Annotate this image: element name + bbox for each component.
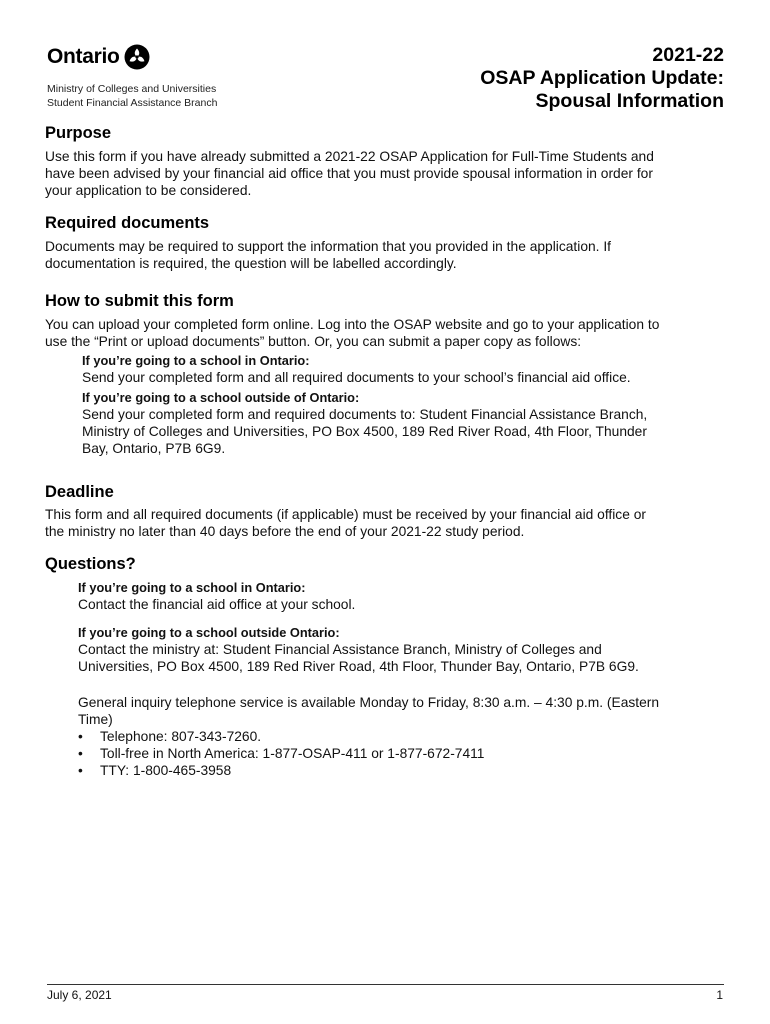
purpose-text-line: your application to be considered. <box>45 183 252 198</box>
contact-list <box>78 728 735 779</box>
purpose-text-line: have been advised by your financial aid office that you must provide spousal information in order for <box>45 166 653 181</box>
how-to-submit-section <box>45 291 735 457</box>
contact-tty: • TTY: 1-800-465-3958 <box>78 762 735 779</box>
outside-school-label: If you’re going to a school outside of Ontario: <box>82 390 360 405</box>
deadline-heading: Deadline <box>45 483 114 501</box>
outside-school-text-line: Ministry of Colleges and Universities, PO Box 4500, 189 Red River Road, 4th Floor, Thunder <box>82 424 647 439</box>
ministry-branch <box>47 82 217 110</box>
required-documents-text-line: Documents may be required to support the information that you provided in the application. If <box>45 239 611 254</box>
page-number: 1 <box>716 988 723 1002</box>
questions-ontario-text: Contact the financial aid office at your school. <box>78 597 356 612</box>
ontario-logo <box>47 44 150 70</box>
general-inquiry-text-line: Time) <box>78 712 113 727</box>
required-documents-heading: Required documents <box>45 214 210 232</box>
purpose-section <box>45 123 735 199</box>
ministry-name: Ministry of Colleges and Universities <box>47 83 217 95</box>
purpose-heading: Purpose <box>45 124 112 142</box>
branch-name: Student Financial Assistance Branch <box>47 97 218 109</box>
questions-ontario-label: If you’re going to a school in Ontario: <box>78 580 306 595</box>
deadline-section <box>45 482 735 540</box>
questions-outside-text-line: Contact the ministry at: Student Financial Assistance Branch, Ministry of Colleges and <box>78 642 602 657</box>
deadline-text-line: the ministry no later than 40 days before the end of your 2021-22 study period. <box>45 524 525 539</box>
footer-divider <box>47 984 724 985</box>
general-inquiry-text-line: General inquiry telephone service is available Monday to Friday, 8:30 a.m. – 4:30 p.m. (Eastern <box>78 695 660 710</box>
questions-section <box>45 554 735 779</box>
purpose-text-line: Use this form if you have already submitted a 2021-22 OSAP Application for Full-Time Students and <box>45 149 654 164</box>
required-documents-text-line: documentation is required, the question will be labelled accordingly. <box>45 256 457 271</box>
ontario-school-label: If you’re going to a school in Ontario: <box>82 353 310 368</box>
how-to-submit-heading: How to submit this form <box>45 292 234 310</box>
deadline-text-line: This form and all required documents (if applicable) must be received by your financial aid office or <box>45 507 646 522</box>
contact-telephone: • Telephone: 807-343-7260. <box>78 728 735 745</box>
questions-heading: Questions? <box>45 555 136 573</box>
questions-outside-text-line: Universities, PO Box 4500, 189 Red River Road, 4th Floor, Thunder Bay, Ontario, P7B 6G9. <box>78 659 639 674</box>
required-documents-section <box>45 213 735 272</box>
logo-wordmark: Ontario <box>47 45 120 68</box>
ontario-school-text: Send your completed form and all required documents to your school’s financial aid office. <box>82 370 631 385</box>
title-line-2: OSAP Application Update: <box>480 67 724 89</box>
document-title <box>480 44 724 113</box>
outside-school-text-line: Send your completed form and required documents to: Student Financial Assistance Branch, <box>82 407 648 422</box>
title-year: 2021-22 <box>652 44 724 66</box>
trillium-icon <box>124 44 150 70</box>
how-to-submit-text-line: You can upload your completed form online. Log into the OSAP website and go to your application to <box>45 317 660 332</box>
contact-toll-free: • Toll-free in North America: 1-877-OSAP-411 or 1-877-672-7411 <box>78 745 735 762</box>
footer-date: July 6, 2021 <box>47 988 112 1002</box>
outside-school-text-line: Bay, Ontario, P7B 6G9. <box>82 441 226 456</box>
questions-outside-label: If you’re going to a school outside Ontario: <box>78 625 340 640</box>
title-line-3: Spousal Information <box>535 90 724 112</box>
how-to-submit-text-line: use the “Print or upload documents” button. Or, you can submit a paper copy as follows: <box>45 334 582 349</box>
